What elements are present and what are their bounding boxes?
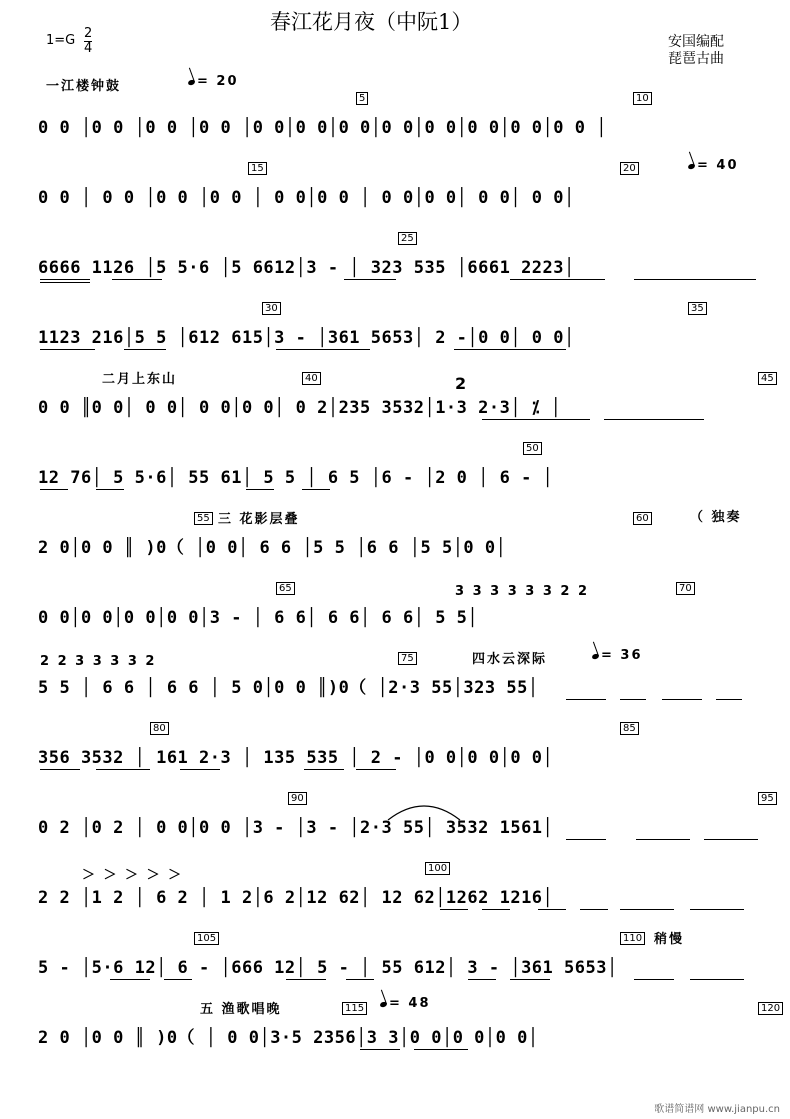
underline (40, 279, 90, 280)
measure-number: 55 (194, 512, 213, 525)
section-label-1: 一江楼钟鼓 (46, 79, 122, 94)
notation-line: 5 5 │ 6 6 │ 6 6 │ 5 0│0 0 ║)0（ │2·3 55│323 55│ (38, 678, 539, 698)
section-label-5: 五 渔歌唱晚 (200, 1002, 282, 1017)
section-label-3: 三 花影层叠 (218, 512, 300, 527)
underline (580, 909, 608, 910)
measure-number: 35 (688, 302, 707, 315)
measure-number: 25 (398, 232, 417, 245)
underline (454, 349, 566, 350)
tempo-value-4: = 48 (389, 996, 431, 1011)
staff-system-13 (0, 954, 790, 982)
measure-number: 40 (302, 372, 321, 385)
notation-line: 2 0│0 0 ║ )0（ │0 0│ 6 6 │5 5 │6 6 │5 5│0 0│ (38, 538, 507, 558)
quarter-note-icon (187, 79, 195, 86)
underline (112, 279, 162, 280)
underline (662, 699, 702, 700)
measure-number: 70 (676, 582, 695, 595)
composer-credit: 琵琶古曲 (668, 51, 724, 67)
measure-number: 15 (248, 162, 267, 175)
solo-marking: （ 独奏 (690, 510, 742, 525)
measure-number: 115 (342, 1002, 367, 1015)
notation-line: 0 0 │ 0 0 │0 0 │0 0 │ 0 0│0 0 │ 0 0│0 0│ 0 0│ 0 0│ (38, 188, 575, 208)
measure-number: 85 (620, 722, 639, 735)
measure-number: 90 (288, 792, 307, 805)
underline (716, 699, 742, 700)
underline (346, 979, 374, 980)
notation-line: 5 - │5·6 12│ 6 - │666 12│ 5 - │ 55 612│ 3 - │361 5653│ (38, 958, 618, 978)
underline (96, 489, 124, 490)
underline (40, 489, 68, 490)
underline (566, 839, 606, 840)
measure-number: 20 (620, 162, 639, 175)
measure-number: 110 (620, 932, 645, 945)
measure-number: 100 (425, 862, 450, 875)
underline (40, 349, 95, 350)
notation-line: 1123 216│5 5 │612 615│3 - │361 5653│ 2 -│0 0│ 0 0│ (38, 328, 575, 348)
underline (246, 489, 274, 490)
measure-number: 10 (633, 92, 652, 105)
underline (356, 769, 396, 770)
underline (482, 909, 510, 910)
notation-line: 0 0│0 0│0 0│0 0│3 - │ 6 6│ 6 6│ 6 6│ 5 5│ (38, 608, 479, 628)
staff-system-5 (0, 394, 790, 422)
notation-line: 356 3532 │ 161 2·3 │ 135 535 │ 2 - │0 0│0 0│0 0│ (38, 748, 554, 768)
underline (96, 769, 150, 770)
credits (668, 34, 724, 68)
overlay-notes: 2 2 3 3 3 3 2 (40, 654, 157, 669)
underline (440, 909, 468, 910)
measure-number: 105 (194, 932, 219, 945)
measure-number: 95 (758, 792, 777, 805)
underline (110, 979, 150, 980)
underline (620, 909, 674, 910)
section-label-4: 四水云深际 (472, 652, 548, 667)
underline (304, 769, 344, 770)
underline (636, 839, 690, 840)
slow-marking: 稍慢 (654, 932, 685, 947)
measure-number: 30 (262, 302, 281, 315)
watermark-footer: 歌谱简谱网 www.jianpu.cn (654, 1104, 780, 1115)
measure-number: 75 (398, 652, 417, 665)
time-denominator: 4 (84, 41, 93, 56)
underline (690, 909, 744, 910)
measure-number: 45 (758, 372, 777, 385)
staff-system-2 (0, 184, 790, 212)
tempo-marking-3 (592, 648, 643, 663)
quarter-note-icon (687, 163, 695, 170)
measure-number: 60 (633, 512, 652, 525)
underline (634, 279, 756, 280)
underline (302, 489, 330, 490)
tempo-value-2: = 40 (697, 158, 739, 173)
measure-number: 50 (523, 442, 542, 455)
accent-marks: ＞ ＞ ＞ ＞ ＞ (82, 868, 184, 883)
staff-system-4 (0, 324, 790, 352)
underline (634, 979, 674, 980)
measure-number: 120 (758, 1002, 783, 1015)
tempo-marking-1 (188, 74, 239, 89)
notation-line: 12 76│ 5 5·6│ 55 61│ 5 5 │ 6 5 │6 - │2 0 │ 6 - │ (38, 468, 554, 488)
tempo-value-1: = 20 (197, 74, 239, 89)
tempo-marking-2 (688, 158, 739, 173)
overlay-note: 2 (455, 374, 469, 393)
underline (40, 282, 90, 283)
underline (468, 979, 496, 980)
staff-system-6 (0, 464, 790, 492)
tempo-value-3: = 36 (601, 648, 643, 663)
quarter-note-icon (379, 1001, 387, 1008)
notation-line: 0 0 ║0 0│ 0 0│ 0 0│0 0│ 0 2│235 3532│1·3 2·3│ ⁒ │ (38, 398, 562, 418)
underline (604, 419, 704, 420)
underline (704, 839, 758, 840)
staff-system-7 (0, 534, 790, 562)
quarter-note-icon (591, 653, 599, 660)
staff-system-14 (0, 1024, 790, 1052)
notation-line: 0 0 │0 0 │0 0 │0 0 │0 0│0 0│0 0│0 0│0 0│0 0│0 0│0 0 │ (38, 118, 607, 138)
time-signature (84, 27, 92, 56)
staff-system-1 (0, 114, 790, 142)
underline (180, 769, 220, 770)
underline (286, 979, 326, 980)
underline (620, 699, 646, 700)
measure-number: 65 (276, 582, 295, 595)
overlay-notes: 3 3 3 3 3 3 2 2 (455, 584, 590, 599)
notation-line: 6666 1126 │5 5·6 │5 6612│3 - │ 323 535 │6661 2223│ (38, 258, 575, 278)
measure-number: 80 (150, 722, 169, 735)
measure-number: 5 (356, 92, 368, 105)
underline (414, 1049, 468, 1050)
staff-system-3 (0, 254, 790, 282)
underline (510, 979, 550, 980)
time-numerator: 2 (84, 26, 93, 41)
arranger-credit: 安国编配 (668, 34, 724, 50)
underline (566, 699, 606, 700)
underline (344, 279, 396, 280)
page-title: 春江花月夜（中阮1） (270, 10, 473, 34)
underline (510, 279, 605, 280)
staff-system-11 (0, 814, 790, 842)
underline (164, 979, 192, 980)
notation-line: 2 0 │0 0 ║ )0（ │ 0 0│3·5 2356│3 3│0 0│0 0│0 0│ (38, 1028, 539, 1048)
underline (124, 349, 166, 350)
underline (360, 1049, 400, 1050)
underline (690, 979, 744, 980)
underline (276, 349, 370, 350)
notation-line: 0 2 │0 2 │ 0 0│0 0 │3 - │3 - │2·3 55│ 3532 1561│ (38, 818, 554, 838)
underline (482, 419, 590, 420)
underline (40, 769, 80, 770)
section-label-2: 二月上东山 (102, 372, 178, 387)
underline (538, 909, 566, 910)
staff-system-9 (0, 674, 790, 702)
tempo-marking-4 (380, 996, 431, 1011)
staff-system-12 (0, 884, 790, 912)
key-signature: 1=G (46, 33, 76, 48)
staff-system-8 (0, 604, 790, 632)
staff-system-10 (0, 744, 790, 772)
notation-line: 2 2 │1 2 │ 6 2 │ 1 2│6 2│12 62│ 12 62│1262 1216│ (38, 888, 554, 908)
